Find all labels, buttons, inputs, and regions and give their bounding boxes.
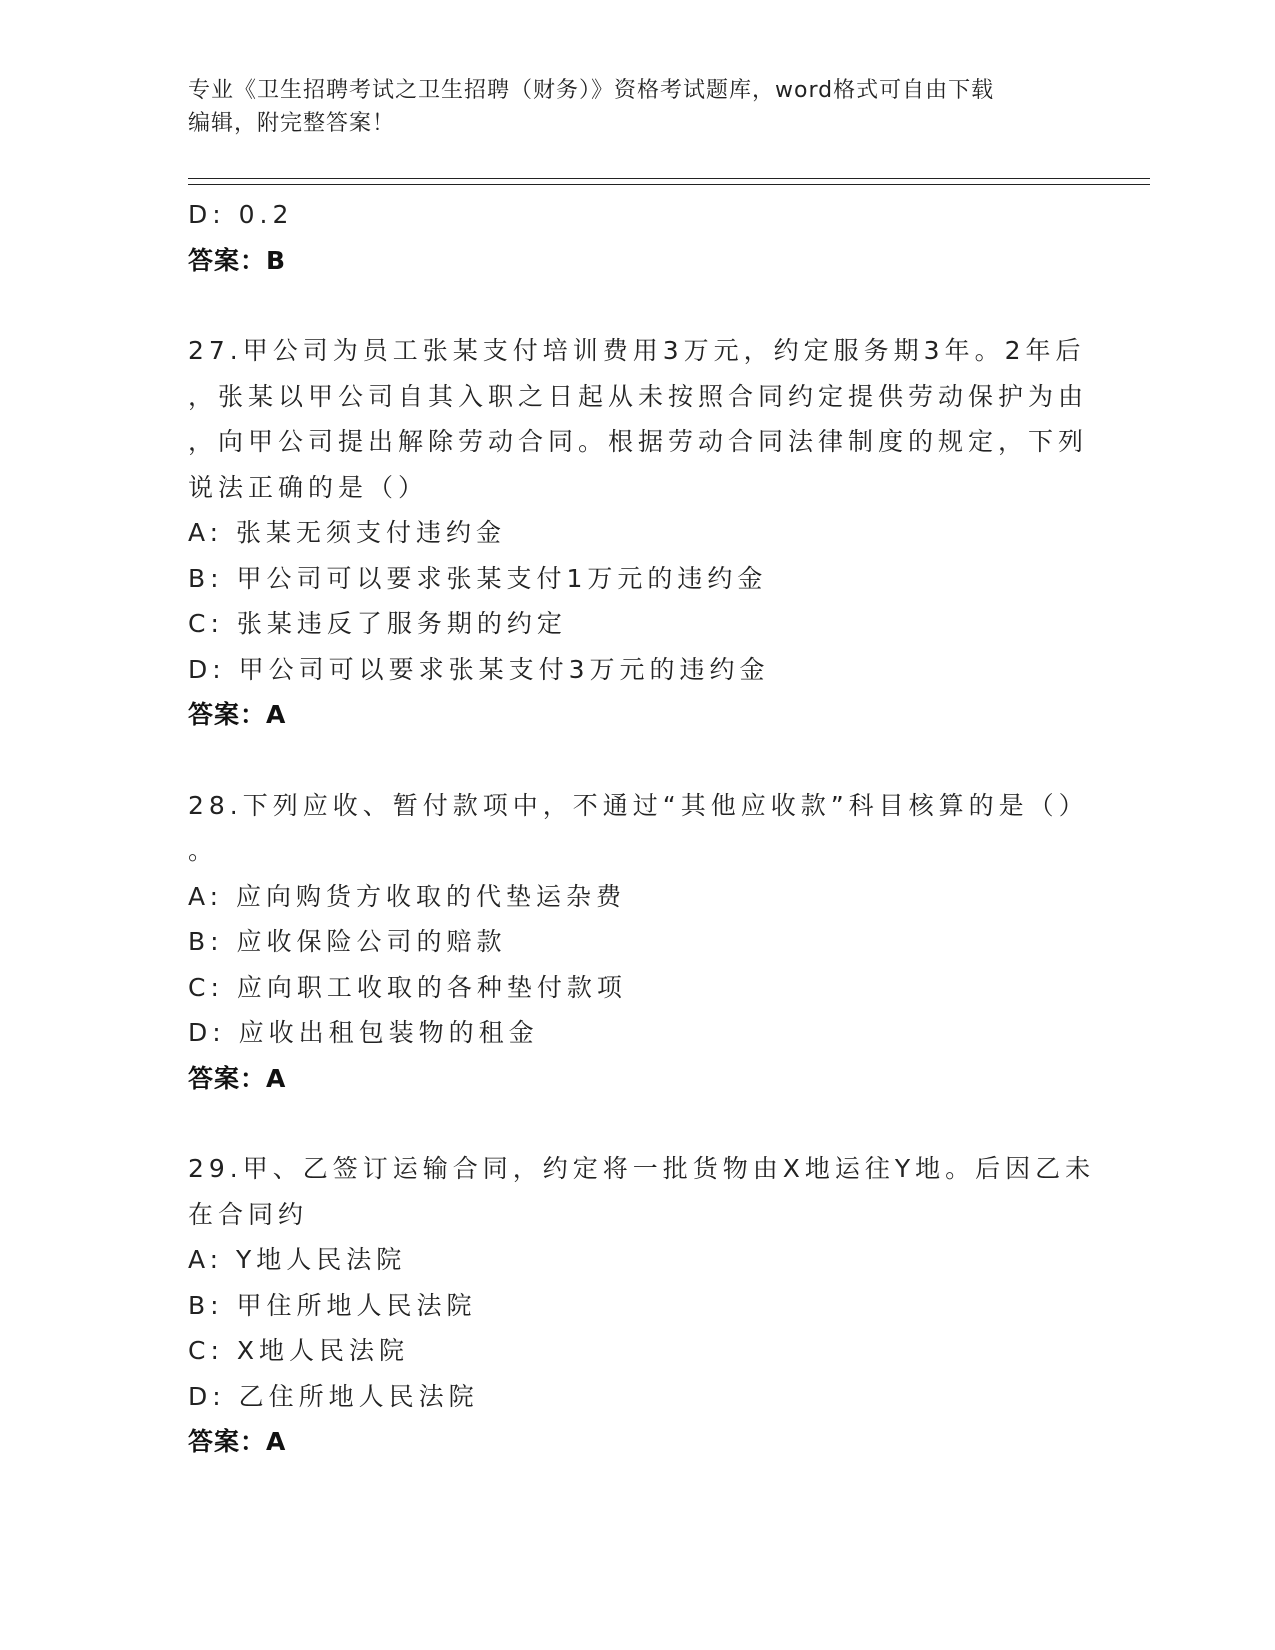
option-d: D: 0.2 — [188, 200, 294, 229]
answer-line: 答案：A — [188, 700, 287, 729]
option-c: C: X地人民法院 — [188, 1336, 409, 1365]
question-stem-line: 29.甲、乙签订运输合同，约定将一批货物由X地运往Y地。后因乙未 — [188, 1154, 1096, 1183]
question-27 — [188, 328, 1088, 738]
question-stem-line: 27.甲公司为员工张某支付培训费用3万元，约定服务期3年。2年后 — [188, 336, 1086, 365]
answer-line: 答案：B — [188, 245, 287, 275]
question-stem-line: ，向甲公司提出解除劳动合同。根据劳动合同法律制度的规定，下列 — [188, 427, 1089, 456]
header-line-1: 专业《卫生招聘考试之卫生招聘（财务）》资格考试题库，word格式可自由下载 — [188, 78, 995, 103]
question-28 — [188, 783, 1088, 1102]
question-stem-line: ，张某以甲公司自其入职之日起从未按照合同约定提供劳动保护为由 — [188, 381, 1089, 411]
spacer — [188, 283, 1088, 328]
option-b: B: 甲公司可以要求张某支付1万元的违约金 — [188, 563, 768, 593]
question-stem-line: 在合同约 — [188, 1199, 309, 1229]
option-c: C: 张某违反了服务期的约定 — [188, 609, 567, 638]
option-a: A: 应向购货方收取的代垫运杂费 — [188, 881, 627, 911]
question-stem-line: 说法正确的是（） — [188, 472, 429, 502]
option-d: D: 应收出租包装物的租金 — [188, 1018, 539, 1047]
option-a: A: 张某无须支付违约金 — [188, 518, 507, 547]
header-line-2: 编辑，附完整答案！ — [188, 111, 396, 136]
answer-line: 答案：A — [188, 1427, 287, 1456]
spacer — [188, 1101, 1088, 1146]
option-d: D: 乙住所地人民法院 — [188, 1381, 479, 1411]
option-d: D: 甲公司可以要求张某支付3万元的违约金 — [188, 654, 770, 684]
question-stem-line: 28.下列应收、暂付款项中，不通过“其他应收款”科目核算的是（） — [188, 790, 1089, 820]
option-a: A: Y地人民法院 — [188, 1245, 407, 1274]
previous-question-tail — [188, 192, 1088, 283]
question-stem-line: 。 — [188, 836, 219, 865]
header-divider-bottom — [188, 184, 1150, 185]
header-divider-top — [188, 178, 1150, 179]
document-body — [188, 192, 1096, 1465]
option-b: B: 应收保险公司的赔款 — [188, 927, 507, 956]
option-b: B: 甲住所地人民法院 — [188, 1290, 477, 1320]
question-29 — [188, 1146, 1096, 1465]
document-header — [188, 74, 1088, 140]
spacer — [188, 738, 1088, 783]
option-c: C: 应向职工收取的各种垫付款项 — [188, 972, 627, 1002]
answer-line: 答案：A — [188, 1063, 287, 1093]
